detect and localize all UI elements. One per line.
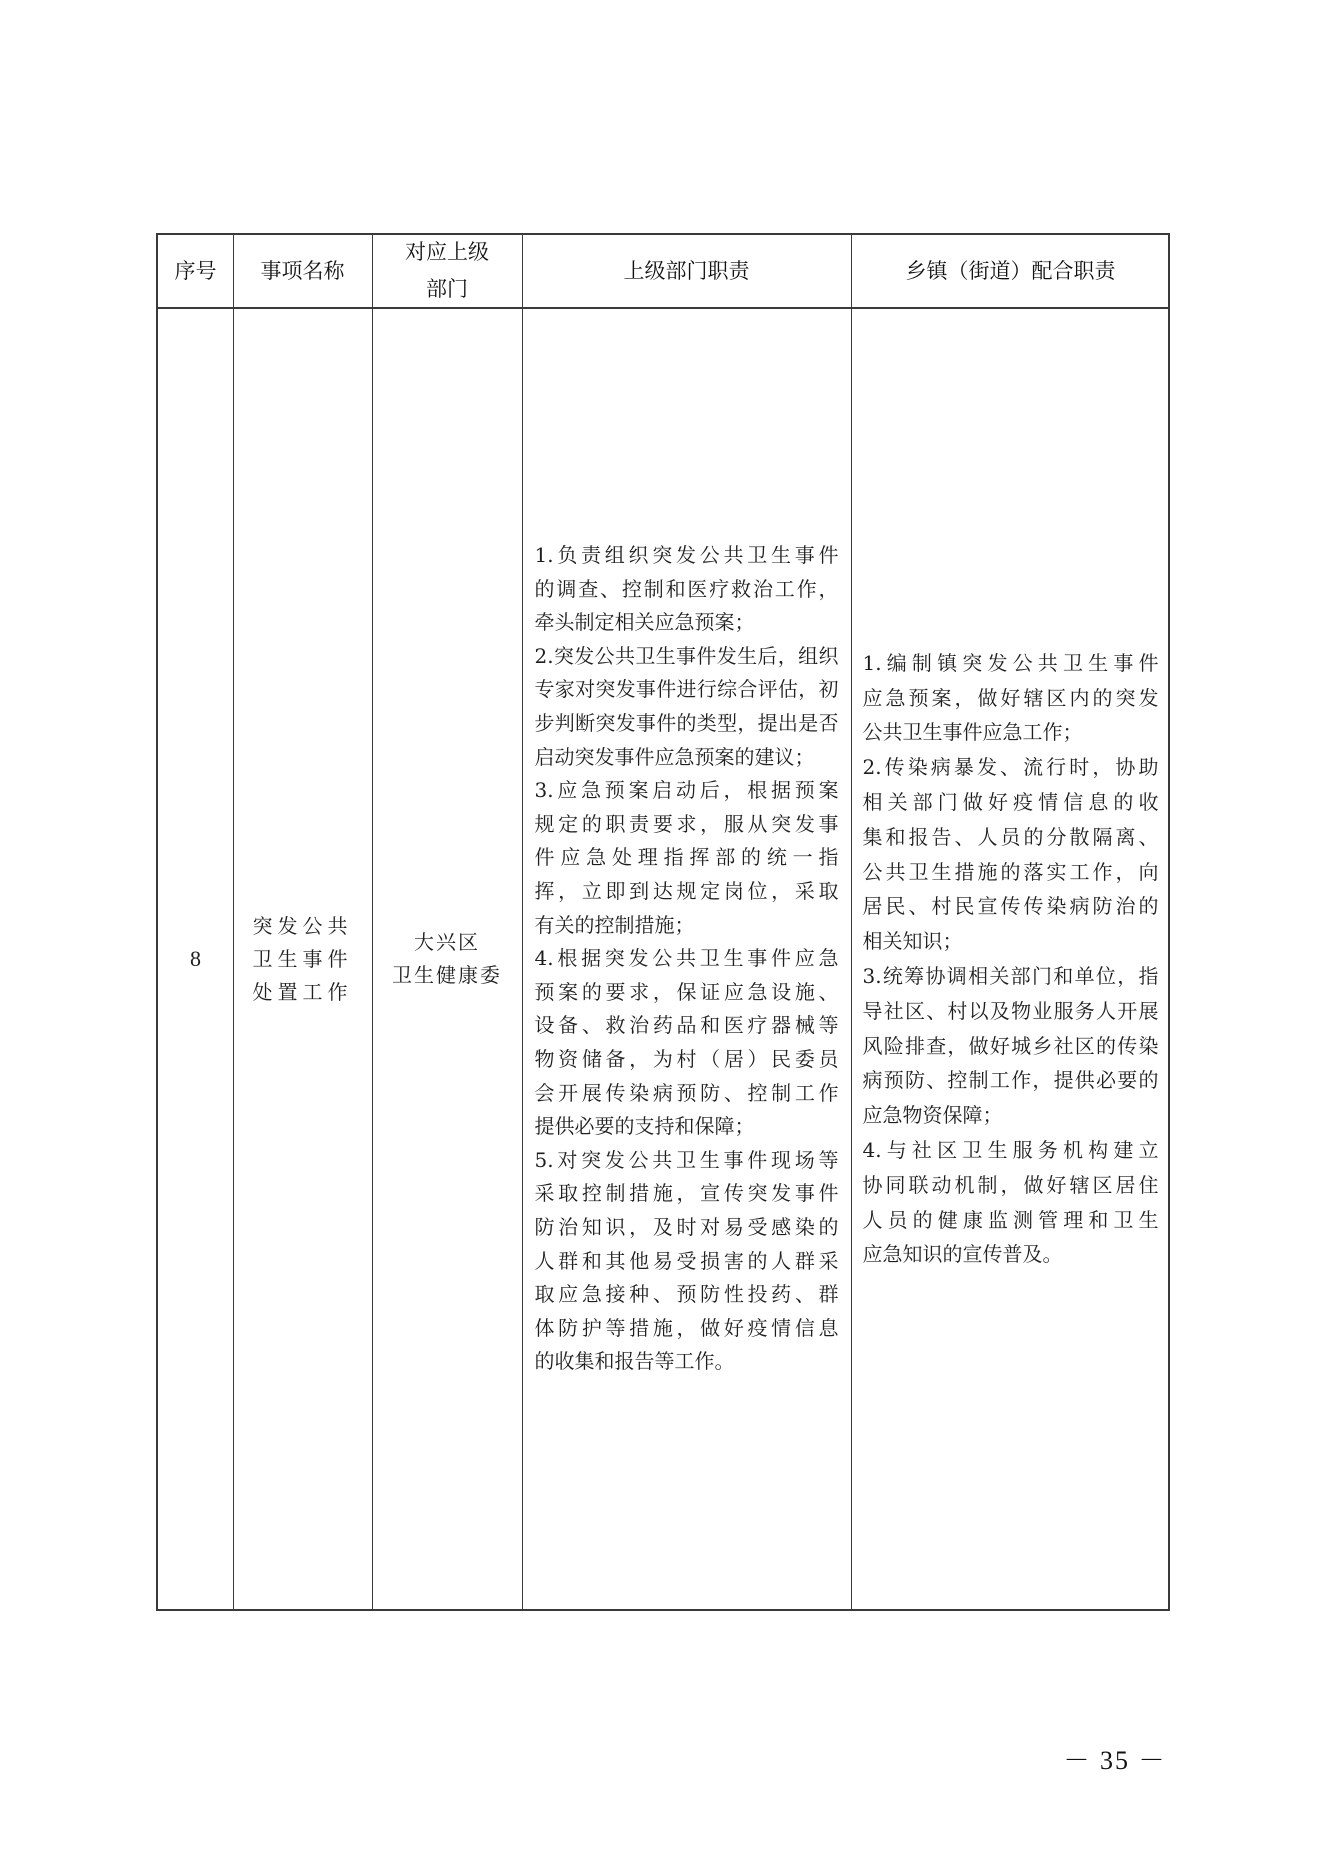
duty-line: 公共卫生措施的落实工作，向 xyxy=(862,859,1159,884)
header-item-name-label: 事项名称 xyxy=(260,258,345,283)
duty-line: 物资储备，为村（居）民委员 xyxy=(534,1046,839,1071)
cell-superior-duties xyxy=(522,309,851,1609)
header-superior-dept-line2: 部门 xyxy=(426,277,468,301)
header-town-duties xyxy=(851,235,1170,307)
duty-line: 预案的要求，保证应急设施、 xyxy=(534,979,839,1004)
table-header-row xyxy=(158,235,1168,309)
cell-item-name xyxy=(233,309,372,1609)
duties-table xyxy=(156,233,1170,1611)
dept-line: 卫生健康委 xyxy=(392,963,502,987)
item-name-line: 处置工作 xyxy=(252,979,353,1004)
duty-line: 挥，立即到达规定岗位，采取 xyxy=(534,879,839,904)
header-index-label: 序号 xyxy=(174,258,217,283)
cell-town-duties xyxy=(851,309,1170,1609)
duty-line: 2.突发公共卫生事件发生后，组织 xyxy=(534,643,839,668)
duty-line: 取应急接种、预防性投药、群 xyxy=(534,1282,839,1307)
header-superior-dept xyxy=(372,235,522,307)
duty-line: 的收集和报告等工作。 xyxy=(534,1349,735,1374)
item-name-line: 突发公共 xyxy=(252,913,353,938)
column-divider xyxy=(851,309,852,1609)
duty-line: 1.负责组织突发公共卫生事件 xyxy=(534,543,839,568)
duty-line: 导社区、村以及物业服务人开展 xyxy=(862,998,1159,1023)
column-divider xyxy=(851,235,852,307)
duty-line: 居民、村民宣传传染病防治的 xyxy=(862,894,1159,919)
header-superior-duties-label: 上级部门职责 xyxy=(623,258,750,283)
duty-line: 设备、救治药品和医疗器械等 xyxy=(534,1013,839,1038)
duty-line: 件应急处理指挥部的统一指 xyxy=(534,845,839,870)
column-divider xyxy=(522,309,523,1609)
duty-line: 防治知识，及时对易受感染的 xyxy=(534,1214,839,1239)
duty-line: 相关部门做好疫情信息的收 xyxy=(862,790,1159,815)
duty-line: 步判断突发事件的类型，提出是否 xyxy=(534,711,839,736)
item-name-line: 卫生事件 xyxy=(252,946,353,971)
duty-line: 3.统筹协调相关部门和单位，指 xyxy=(862,964,1159,988)
column-divider xyxy=(372,309,373,1609)
duty-line: 病预防、控制工作，提供必要的 xyxy=(862,1068,1159,1093)
duty-line: 应急预案，做好辖区内的突发 xyxy=(862,685,1159,710)
duty-line: 应急物资保障； xyxy=(862,1103,1003,1128)
duty-line: 3.应急预案启动后，根据预案 xyxy=(534,778,839,803)
dept-line: 大兴区 xyxy=(414,930,480,954)
duty-line: 体防护等措施，做好疫情信息 xyxy=(534,1315,839,1340)
duty-line: 1.编制镇突发公共卫生事件 xyxy=(862,650,1159,675)
duty-line: 2.传染病暴发、流行时，协助 xyxy=(862,755,1159,780)
column-divider xyxy=(522,235,523,307)
header-superior-duties xyxy=(522,235,851,307)
duty-line: 集和报告、人员的分散隔离、 xyxy=(862,824,1159,849)
duty-line: 专家对突发事件进行综合评估，初 xyxy=(534,677,839,702)
header-index xyxy=(158,235,233,307)
item-name-text xyxy=(253,910,353,1009)
duty-line: 相关知识； xyxy=(862,929,963,954)
duty-line: 牵头制定相关应急预案； xyxy=(534,610,755,635)
superior-duties-text xyxy=(535,539,839,1379)
superior-dept-text xyxy=(392,926,502,992)
duty-line: 应急知识的宣传普及。 xyxy=(862,1242,1063,1267)
duty-line: 协同联动机制，做好辖区居住 xyxy=(862,1172,1159,1197)
cell-superior-dept xyxy=(372,309,522,1609)
duty-line: 启动突发事件应急预案的建议； xyxy=(534,744,815,769)
cell-index xyxy=(158,309,233,1609)
duty-line: 提供必要的支持和保障； xyxy=(534,1114,755,1139)
duty-line: 公共卫生事件应急工作； xyxy=(862,720,1083,745)
duty-line: 4.根据突发公共卫生事件应急 xyxy=(534,946,839,971)
duty-line: 规定的职责要求，服从突发事 xyxy=(534,811,839,836)
duty-line: 会开展传染病预防、控制工作 xyxy=(534,1080,839,1105)
table-row xyxy=(158,309,1168,1609)
duty-line: 4.与社区卫生服务机构建立 xyxy=(862,1137,1159,1162)
duty-line: 5.对突发公共卫生事件现场等 xyxy=(534,1147,839,1172)
column-divider xyxy=(372,235,373,307)
column-divider xyxy=(233,235,234,307)
duty-line: 的调查、控制和医疗救治工作， xyxy=(534,576,839,601)
row-index: 8 xyxy=(190,946,201,971)
page-number: － 35 － xyxy=(1063,1746,1167,1775)
duty-line: 采取控制措施，宣传突发事件 xyxy=(534,1181,839,1206)
duty-line: 有关的控制措施； xyxy=(534,912,695,937)
town-duties-text xyxy=(863,646,1159,1272)
header-town-duties-label: 乡镇（街道）配合职责 xyxy=(905,258,1116,283)
duty-line: 人群和其他易受损害的人群采 xyxy=(534,1248,839,1273)
duty-line: 风险排查，做好城乡社区的传染 xyxy=(862,1033,1159,1058)
duty-line: 人员的健康监测管理和卫生 xyxy=(862,1207,1159,1232)
header-superior-dept-line1: 对应上级 xyxy=(405,240,489,264)
column-divider xyxy=(233,309,234,1609)
header-item-name xyxy=(233,235,372,307)
